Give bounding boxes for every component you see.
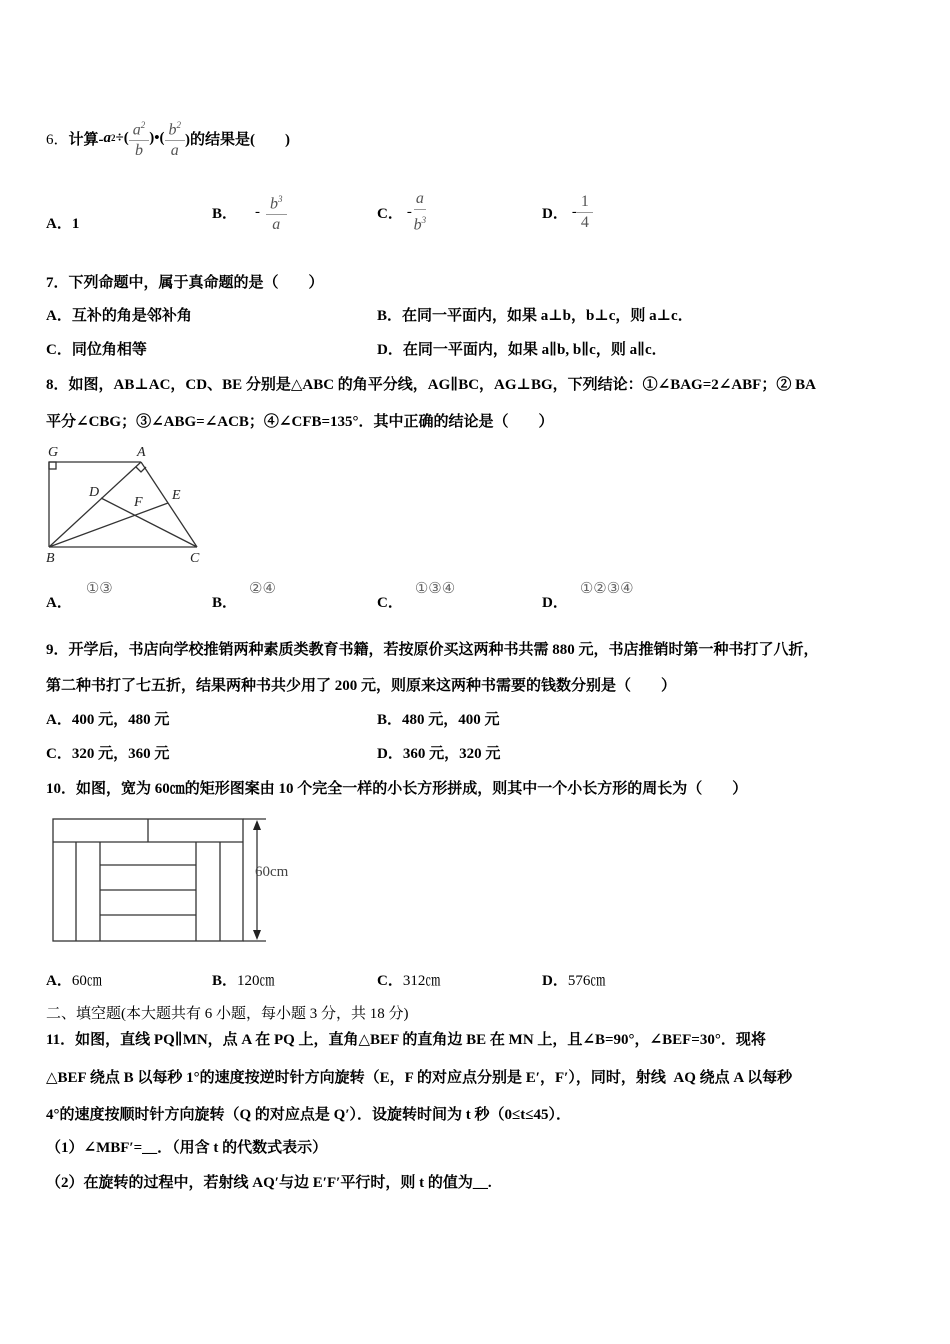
question-9-line-1: 9．开学后，书店向学校推销两种素质类教育书籍，若按原价买这两种书共需 880 元，书店推销时第一种书打了八折，: [46, 642, 819, 658]
q6-option-a[interactable]: A．1: [46, 216, 80, 232]
q10-option-b[interactable]: B．120㎝: [212, 973, 275, 989]
q8-option-a[interactable]: A．①③: [46, 581, 113, 611]
rectangle-tiling-figure: [48, 814, 308, 948]
q10-option-c[interactable]: C．312㎝: [377, 973, 441, 989]
q6-option-c[interactable]: C． - $\frac{a}{b^3}$: [377, 189, 427, 234]
stem-text: )•(: [149, 129, 165, 146]
fraction-a2-over-b: $\frac{a^2}{b}$: [129, 115, 150, 161]
q7-option-b[interactable]: B．在同一平面内，如果 a⊥b，b⊥c，则 a⊥c．: [377, 308, 693, 324]
var-a: a: [103, 129, 112, 146]
question-number: 6．: [46, 131, 69, 148]
q9-option-d[interactable]: D．360 元，320 元: [377, 746, 501, 762]
question-11-part-1: （1）∠MBF′=__．（用含 t 的代数式表示）: [46, 1140, 328, 1156]
question-11-line-1: 11．如图，直线 PQ∥MN，点 A 在 PQ 上，直角△BEF 的直角边 BE 在 MN 上，且∠B=90°，∠BEF=30°．现将: [46, 1032, 766, 1048]
label-f: F: [134, 495, 143, 510]
dimension-label: 60cm: [255, 864, 289, 880]
label-g: G: [48, 445, 59, 460]
question-9-line-2: 第二种书打了七五折，结果两种书共少用了 200 元，则原来这两种书需要的钱数分别是（ ）: [46, 678, 677, 694]
fraction-b2-over-a: $\frac{b^2}{a}$: [165, 115, 186, 161]
stem-text: )的结果是( ): [185, 131, 290, 148]
label-e: E: [172, 488, 181, 503]
stem-text: ÷(: [115, 129, 129, 146]
label-b: B: [46, 551, 55, 565]
q8-option-b[interactable]: B．②④: [212, 581, 276, 611]
q7-option-d[interactable]: D．在同一平面内，如果 a∥b, b∥c，则 a∥c．: [377, 342, 667, 358]
question-6-stem: [46, 106, 290, 170]
q7-option-a[interactable]: A．互补的角是邻补角: [46, 308, 192, 324]
q8-option-d[interactable]: D．①②③④: [542, 581, 634, 611]
question-11-part-2: （2）在旋转的过程中，若射线 AQ′与边 E′F′平行时，则 t 的值为__.: [46, 1175, 492, 1191]
question-11-line-3: 4°的速度按顺时针方向旋转（Q 的对应点是 Q′）．设旋转时间为 t 秒（0≤t≤45）．: [46, 1107, 572, 1123]
question-8-line-1: 8．如图，AB⊥AC，CD、BE 分别是△ABC 的角平分线，AG∥BC，AG⊥BG，下列结论：①∠BAG=2∠ABF；② BA: [46, 377, 816, 393]
q9-option-a[interactable]: A．400 元，480 元: [46, 712, 170, 728]
q6-option-b[interactable]: B． - $\frac{b^3}{a}$: [212, 186, 287, 238]
q10-option-a[interactable]: A．60㎝: [46, 973, 102, 989]
label-a: A: [137, 445, 146, 460]
q9-option-c[interactable]: C．320 元，360 元: [46, 746, 170, 762]
section-heading: 二、填空题(本大题共有 6 小题，每小题 3 分，共 18 分): [46, 1006, 409, 1022]
q7-option-c[interactable]: C．同位角相等: [46, 342, 147, 358]
question-8-line-2: 平分∠CBG；③∠ABG=∠ACB；④∠CFB=135°．其中正确的结论是（ ）: [46, 414, 554, 430]
triangle-figure: [44, 440, 214, 565]
q8-option-c[interactable]: C．①③④: [377, 581, 456, 611]
exponent: 2: [111, 133, 116, 143]
q6-option-d[interactable]: D． - $\frac{1}{4}$: [542, 186, 593, 238]
question-10-stem: 10．如图，宽为 60㎝的矩形图案由 10 个完全一样的小长方形拼成，则其中一个小长方形的周长为（ ）: [46, 781, 748, 797]
q9-option-b[interactable]: B．480 元，400 元: [377, 712, 500, 728]
question-11-line-2: △BEF 绕点 B 以每秒 1°的速度按逆时针方向旋转（E，F 的对应点分别是 E′，F′），同时，射线 AQ 绕点 A 以每秒: [46, 1070, 793, 1086]
question-7-stem: 7．下列命题中，属于真命题的是（ ）: [46, 275, 324, 291]
label-d: D: [89, 485, 100, 500]
q10-option-d[interactable]: D．576㎝: [542, 973, 606, 989]
label-c: C: [190, 551, 200, 565]
stem-text: 计算-: [68, 131, 104, 148]
